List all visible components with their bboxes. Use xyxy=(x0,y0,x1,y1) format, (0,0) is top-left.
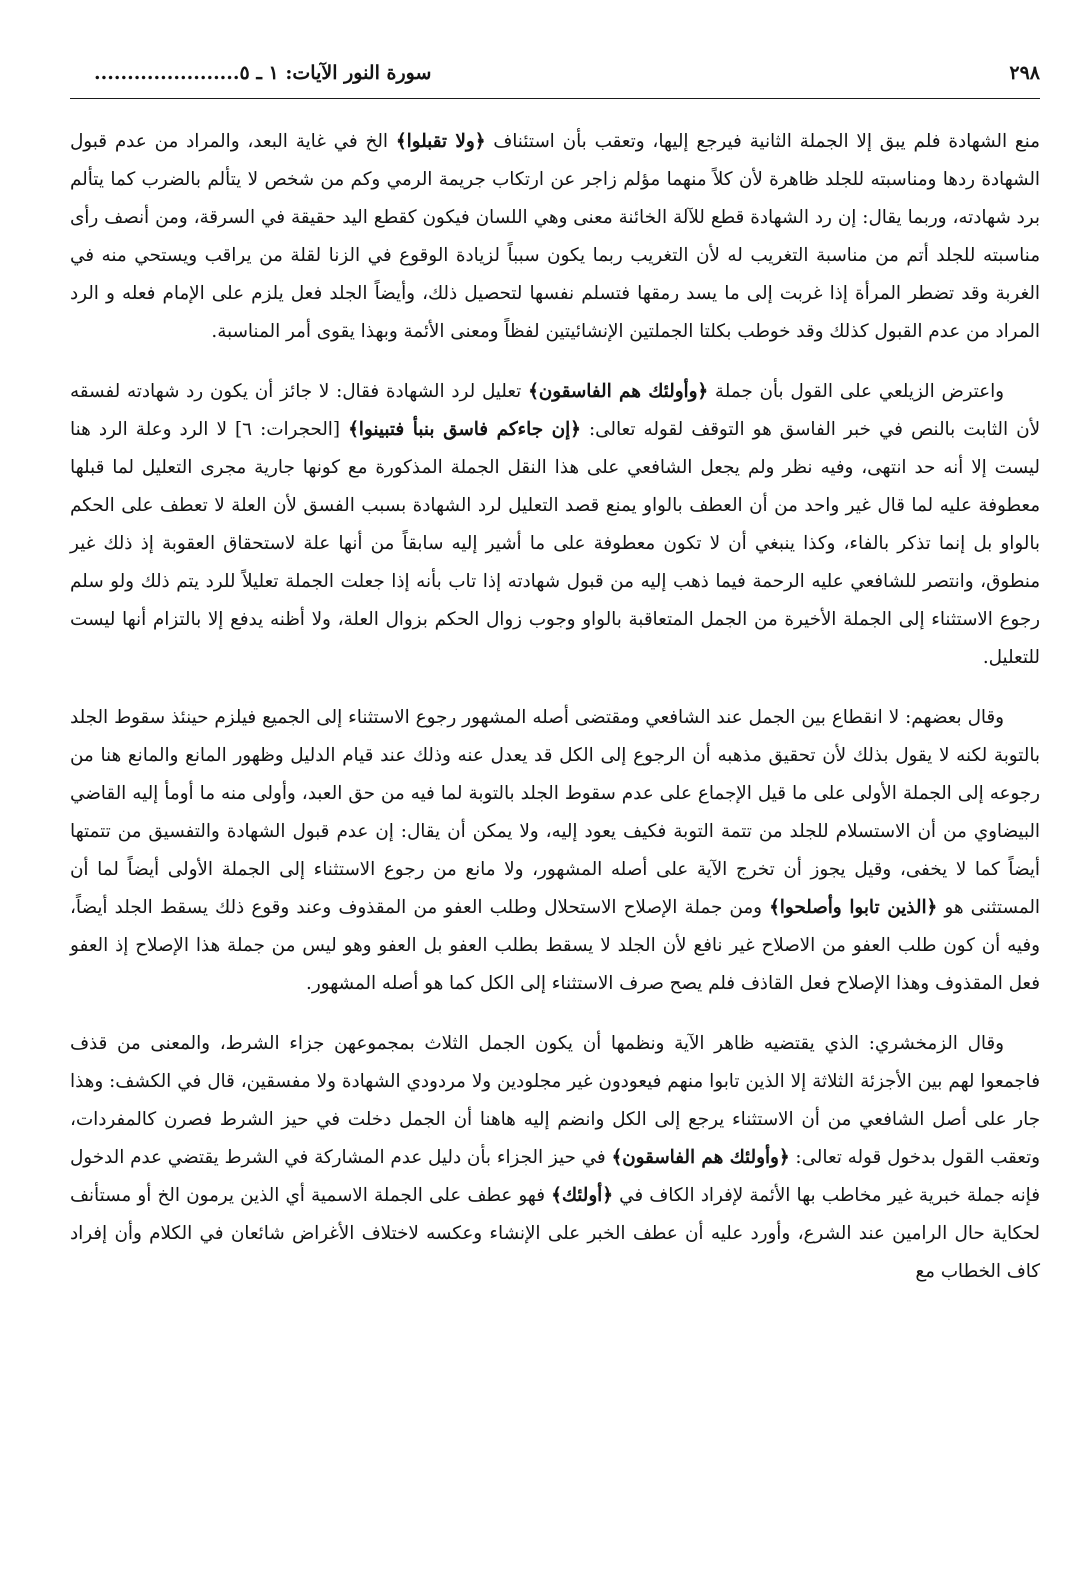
quran-quote: ﴿أولئك﴾ xyxy=(551,1185,613,1206)
page-number: ٢٩٨ xyxy=(1009,62,1040,84)
quran-quote: ﴿الذين تابوا وأصلحوا﴾ xyxy=(769,897,938,918)
text-run: فهو عطف على الجملة الاسمية أي الذين يرمون الخ أو مستأنف لحكاية حال الرامين عند الشرع، وأورد عليه أن عطف الخبر على الإنشاء وعكسه لاختلاف الأغراض شائعان في الكلام وأن إفراد كاف الخطاب مع xyxy=(70,1185,1040,1282)
text-run: منع الشهادة فلم يبق إلا الجملة الثانية فيرجع إليها، وتعقب بأن استئناف xyxy=(485,131,1040,152)
quran-quote: ﴿إن جاءكم فاسق بنبأ فتبينوا﴾ xyxy=(348,419,581,440)
page-header xyxy=(70,58,1040,99)
quran-quote: ﴿وأولئك هم الفاسقون﴾ xyxy=(611,1147,790,1168)
text-run: تعليل لرد الشهادة فقال: لا جائز أن يكون رد شهادته لفسقه لأن الثابت بالنص في خبر الفاسق هو التوقف لقوله تعالى: xyxy=(70,381,1040,440)
page-body xyxy=(70,123,1040,1291)
quran-quote: ﴿وأولئك هم الفاسقون﴾ xyxy=(528,381,709,402)
text-run: وقال الزمخشري: الذي يقتضيه ظاهر الآية ونظمها أن يكون الجمل الثلاث بمجموعهن جزاء الشرط، والمعنى من قذف فاجمعوا لهم بين الأجزئة الثلاثة إلا الذين تابوا منهم فيعودون غير مجلودين ولا مردودي الشهادة ولا مفسقين، قال في الكشف: وهذا جار على أصل الشافعي من أن الاستثناء يرجع إلى الكل وانضم إليه هاهنا أن الجمل دخلت في حيز الشرط فصرن كالمفردات، وتعقب القول بدخول قوله تعالى: xyxy=(70,1033,1040,1168)
running-title: سورة النور الآيات: ١ ـ ٥...................... xyxy=(94,62,432,84)
paragraph-3 xyxy=(70,699,1040,1003)
paragraph-1 xyxy=(70,123,1040,351)
text-run: الخ في غاية البعد، والمراد من عدم قبول الشهادة ردها ومناسبته للجلد ظاهرة لأن كلاً منهما مؤلم زاجر عن ارتكاب جريمة الرمي وكم من شخص لا يتألم بالضرب كما يتألم برد شهادته، وربما يقال: إن رد الشهادة قطع للآلة الخائنة معنى وهي اللسان فيكون كقطع اليد حقيقة في السرقة، ومن أنصف رأى مناسبته للجلد أتم من مناسبة التغريب له لأن التغريب ربما يكون سبباً لزيادة الوقوع في الزنا لقلة من يراقب ويستحي منه في الغربة وقد تضطر المرأة إذا غربت إلى ما يسد رمقها فتسلم نفسها لتحصيل ذلك، وأيضاً الجلد فعل يلزم على الإمام فعله و الرد المراد من عدم القبول كذلك وقد خوطب بكلتا الجملتين الإنشائيتين لفظاً ومعنى الأئمة وبهذا يقوى أمر المناسبة. xyxy=(70,131,1040,342)
text-run: في حيز الجزاء بأن دليل عدم المشاركة في الشرط يقتضي عدم الدخول فإنه جملة خبرية غير مخاطب بها الأئمة لإفراد الكاف في xyxy=(70,1147,1040,1206)
text-run: وقال بعضهم: لا انقطاع بين الجمل عند الشافعي ومقتضى أصله المشهور رجوع الاستثناء إلى الجميع فيلزم حينئذ سقوط الجلد بالتوبة لكنه لا يقول بذلك لأن تحقيق مذهبه أن الرجوع إلى الكل قد يعدل عنه وذلك عند قيام الدليل وظهور المانع والمانع هنا من رجوعه إلى الجملة الأولى على ما قيل الإجماع على عدم سقوط الجلد بالتوبة لما فيه من حق العبد، وأولى منه ما أومأ إليه القاضي البيضاوي من أن الاستسلام للجلد من تتمة التوبة فكيف يعود إليه، ولا يمكن أن يقال: إن عدم قبول الشهادة والتفسيق من تتمتها أيضاً كما لا يخفى، وقيل يجوز أن تخرج الآية على أصله المشهور، ولا مانع من رجوع الاستثناء إلى الجملة الأولى أيضاً لما أن المستثنى هو xyxy=(70,707,1040,918)
paragraph-2 xyxy=(70,373,1040,677)
paragraph-4 xyxy=(70,1025,1040,1291)
text-run: ومن جملة الإصلاح الاستحلال وطلب العفو من المقذوف وعند وقوع ذلك يسقط الجلد أيضاً، وفيه أن كون طلب العفو من الاصلاح غير نافع لأن الجلد لا يسقط بطلب العفو بل العفو وهو ليس من جملة هذا الإصلاح إذ العفو فعل المقذوف وهذا الإصلاح فعل القاذف فلم يصح صرف الاستثناء إلى الكل كما هو أصله المشهور. xyxy=(70,897,1040,994)
text-run: واعترض الزيلعي على القول بأن جملة xyxy=(708,381,1004,402)
quran-quote: ﴿ولا تقبلوا﴾ xyxy=(395,131,486,152)
book-page xyxy=(70,58,1040,1548)
text-run: [الحجرات: ٦] لا الرد وعلة الرد هنا ليست إلا أنه حد انتهى، وفيه نظر ولم يجعل الشافعي على هذا النقل الجملة المذكورة مع كونها جارية مجرى التعليل لما قبلها معطوفة عليه لما قال غير واحد من أن العطف بالواو يمنع قصد التعليل لرد الشهادة بسبب الفسق لأن العلة لا تعطف على الحكم بالواو بل إنما تذكر بالفاء، وكذا ينبغي أن لا تكون معطوفة على ما أشير إليه سابقاً من أنها علة لاستحقاق العقوبة إذ ذلك غير منطوق، وانتصر للشافعي عليه الرحمة فيما ذهب إليه من قبول شهادته إذا تاب بأنه إذا جعلت الجملة تعليلاً للرد يتم ذلك ولو سلم رجوع الاستثناء إلى الجملة الأخيرة من الجمل المتعاقبة بالواو وجوب زوال الحكم بزوال العلة، ولا أظنه يدفع إلا بالتزام أنها ليست للتعليل. xyxy=(70,419,1040,668)
